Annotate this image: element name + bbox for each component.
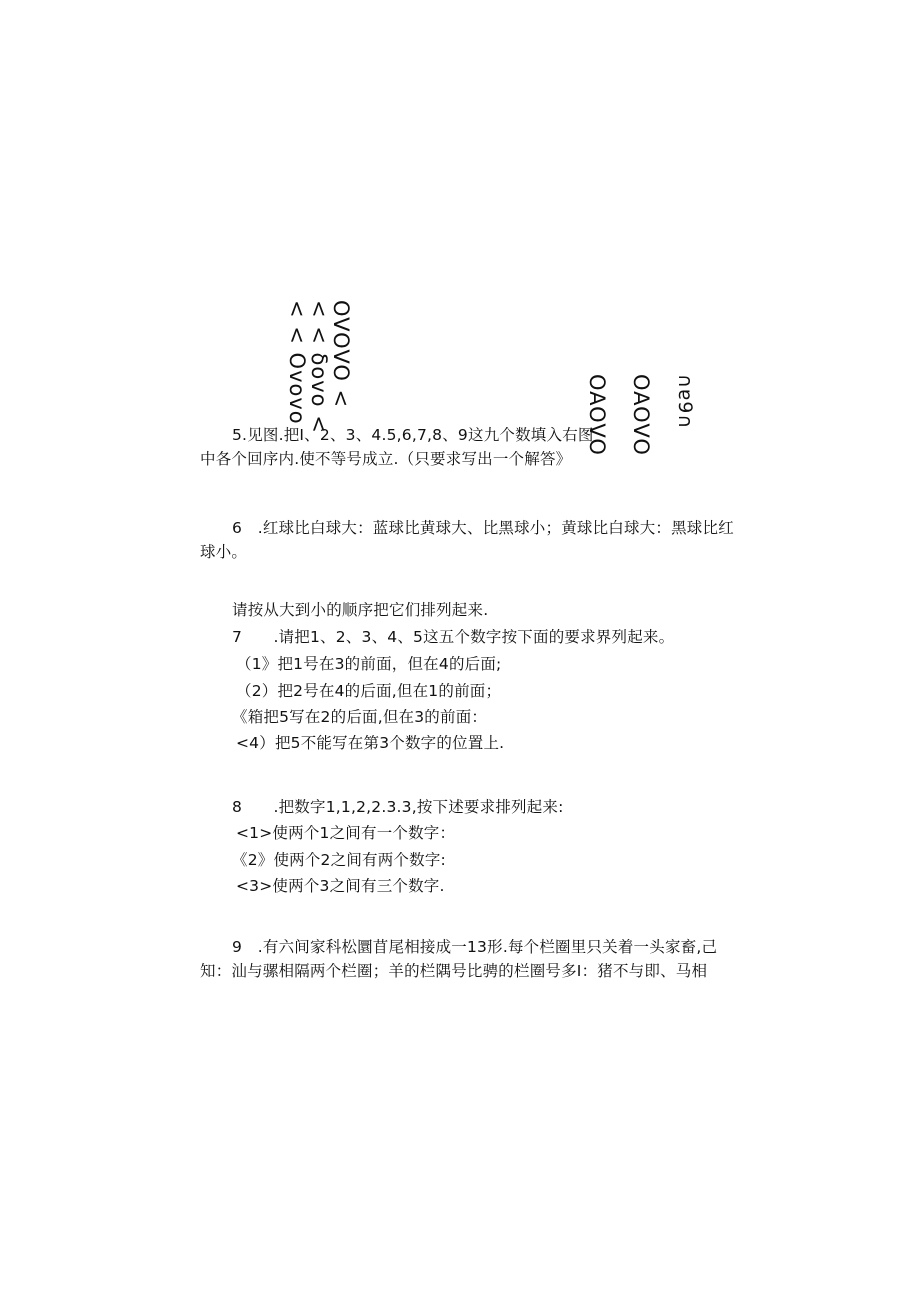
problem-8-item-1: <1>使两个1之间有一个数字： (236, 824, 456, 842)
diagram-left-col-3: OVOVO < (329, 300, 353, 409)
problem-7-item-1: （1》把1号在3的前面，但在4的后面; (236, 655, 502, 673)
problem-9-line-1: 9 .有六间家科松圜苜尾相接成一13形.每个栏圈里只关着一头家畜,己 (232, 938, 718, 956)
problem-6-line-2: 球小。 (200, 543, 248, 561)
problem-6-line-3: 请按从大到小的顺序把它们排列起来. (232, 601, 489, 619)
diagram-right-col-2: OAOVO (629, 374, 653, 456)
diagram-right-col-3: ∩ɐ9∩ (674, 374, 696, 430)
problem-8-item-3: <3>使两个3之间有三个数字. (236, 877, 445, 895)
problem-6-line-1: 6 .红球比白球大：蓝球比黄球大、比黑球小；黄球比白球大：黑球比红 (232, 519, 734, 537)
problem-7-line-1: 7 .请把1、2、3、4、5这五个数字按下面的要求界列起来。 (232, 628, 675, 646)
problem-7-item-4: <4）把5不能写在第3个数字的位置上. (236, 734, 505, 752)
diagram-right-col-1: OAOVO (585, 374, 609, 456)
problem-8-line-1: 8 .把数字1,1,2,2.3.3,按下述要求排列起来: (232, 798, 564, 816)
diagram-left-col-2: < < δovo < (307, 300, 331, 434)
problem-7-item-2: （2）把2号在4的后面,但在1的前面； (236, 682, 502, 700)
diagram-left-col-1: < < Ovovo (285, 300, 309, 425)
problem-5-line-2: 中各个回序内.使不等号成立.（只要求写出一个解答》 (200, 450, 572, 468)
problem-5-line-1: 5.见图.把I、2、3、4.5,6,7,8、9这九个数填入右图 (232, 426, 594, 444)
problem-9-line-2: 知：汕与骡相隔两个栏圈；羊的栏隅号比骋的栏圈号多I：猪不与即、马相 (200, 962, 708, 980)
problem-8-item-2: 《2》使两个2之间有两个数字: (232, 851, 446, 869)
problem-7-item-3: 《箱把5写在2的后面,但在3的前面： (232, 708, 488, 726)
